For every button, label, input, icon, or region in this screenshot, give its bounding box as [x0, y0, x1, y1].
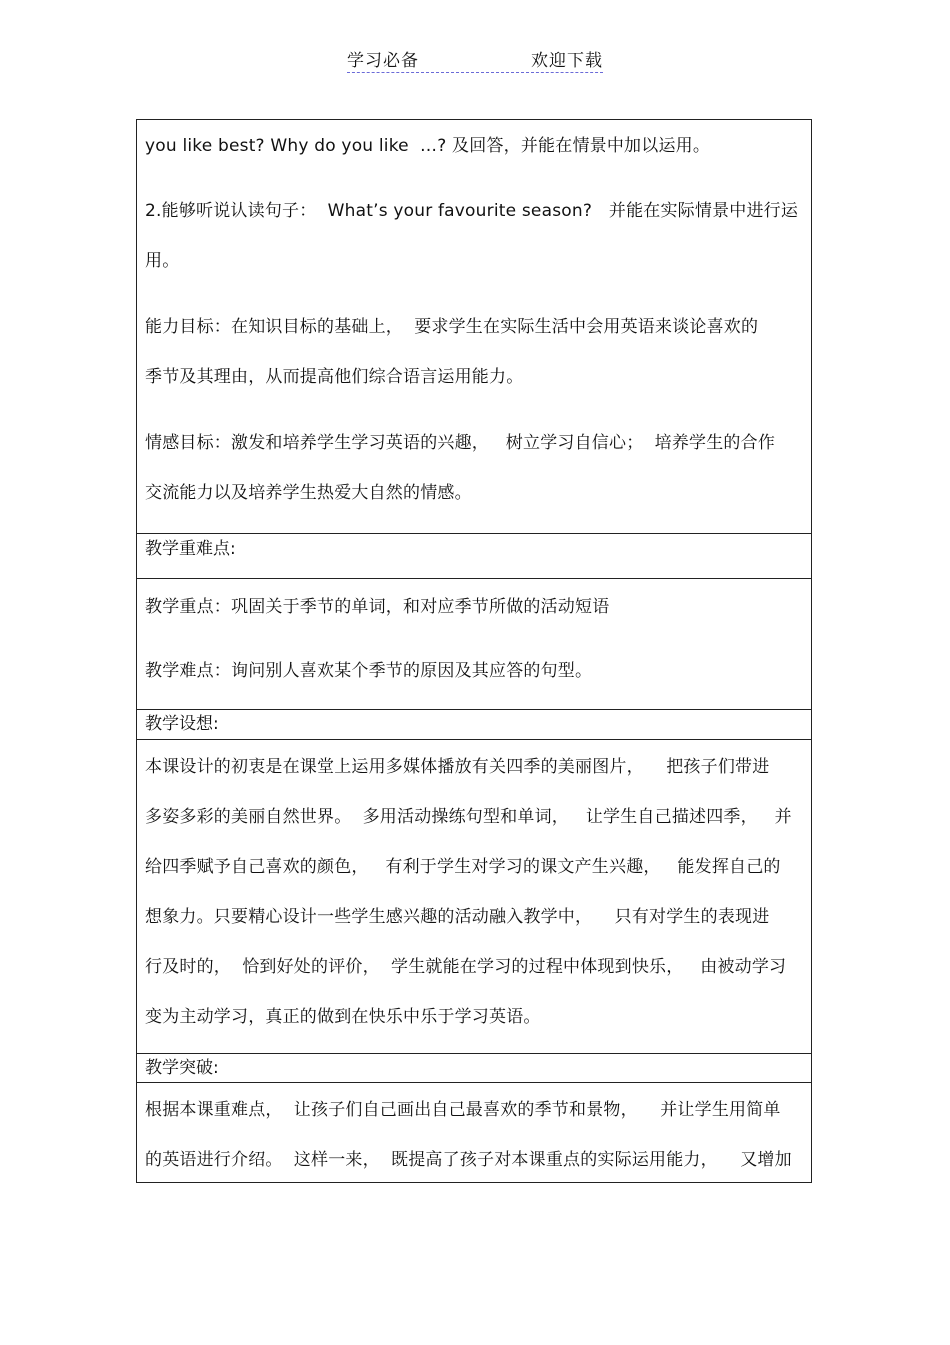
difficult-point-line: 教学难点：询问别人喜欢某个季节的原因及其应答的句型。 — [145, 661, 593, 681]
breakthrough-line-2: 的英语进行介绍。 这样一来， 既提高了孩子对本课重点的实际运用能力， 又增加 — [145, 1150, 792, 1170]
objectives-line-2: 2.能够听说认读句子： What’s your favourite season? 并能在实际情景中进行运 — [145, 201, 799, 221]
objectives-line-6: 情感目标：激发和培养学生学习英语的兴趣， 树立学习自信心； 培养学生的合作 — [145, 433, 776, 453]
header-left-text: 学习必备 — [347, 46, 419, 73]
key-points-heading-cell — [137, 533, 811, 578]
design-line-6: 变为主动学习，真正的做到在快乐中乐于学习英语。 — [145, 1007, 541, 1027]
design-line-2: 多姿多彩的美丽自然世界。 多用活动操练句型和单词， 让学生自己描述四季， 并 — [145, 807, 792, 827]
breakthrough-heading: 教学突破: — [145, 1058, 219, 1078]
key-points-cell — [137, 578, 811, 709]
key-point-line: 教学重点：巩固关于季节的单词，和对应季节所做的活动短语 — [145, 597, 610, 617]
header-dashed-gap — [421, 71, 529, 73]
breakthrough-cell — [137, 1082, 811, 1182]
design-line-3: 给四季赋予自己喜欢的颜色， 有利于学生对学习的课文产生兴趣， 能发挥自己的 — [145, 857, 781, 877]
objectives-line-3: 用。 — [145, 251, 180, 271]
objectives-line-1: you like best? Why do you like …? 及回答，并能在情景中加以运用。 — [145, 136, 711, 156]
key-points-heading: 教学重难点: — [145, 539, 236, 559]
objectives-line-4: 能力目标：在知识目标的基础上， 要求学生在实际生活中会用英语来谈论喜欢的 — [145, 317, 759, 337]
design-cell — [137, 739, 811, 1053]
lesson-plan-table — [136, 119, 812, 1183]
objectives-line-5: 季节及其理由，从而提高他们综合语言运用能力。 — [145, 367, 524, 387]
objectives-line-7: 交流能力以及培养学生热爱大自然的情感。 — [145, 483, 472, 503]
design-heading: 教学设想: — [145, 714, 219, 734]
design-line-4: 想象力。只要精心设计一些学生感兴趣的活动融入教学中， 只有对学生的表现进 — [145, 907, 770, 927]
header-right-text: 欢迎下载 — [531, 46, 603, 73]
design-line-5: 行及时的， 恰到好处的评价， 学生就能在学习的过程中体现到快乐， 由被动学习 — [145, 957, 787, 977]
page-header — [0, 46, 950, 73]
objectives-cell — [137, 120, 811, 533]
breakthrough-heading-cell — [137, 1053, 811, 1082]
design-line-1: 本课设计的初衷是在课堂上运用多媒体播放有关四季的美丽图片， 把孩子们带进 — [145, 757, 770, 777]
design-heading-cell — [137, 709, 811, 739]
breakthrough-line-1: 根据本课重难点， 让孩子们自己画出自己最喜欢的季节和景物， 并让学生用简单 — [145, 1100, 781, 1120]
